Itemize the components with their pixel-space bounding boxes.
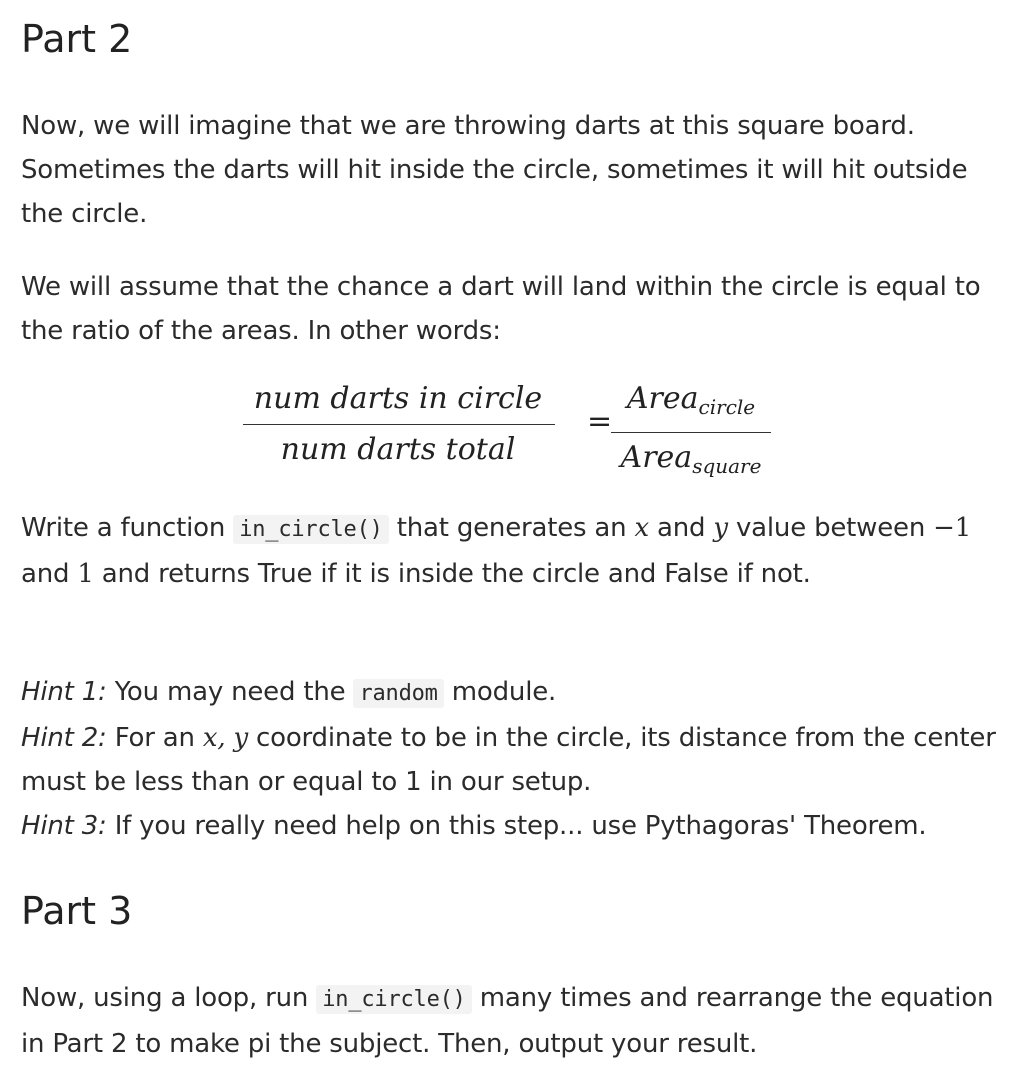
hint3-text: If you really need help on this step... use Pythagoras' Theorem. bbox=[106, 811, 927, 841]
equals-sign: = bbox=[587, 404, 613, 439]
math-y: y bbox=[713, 513, 728, 543]
in-circle-code-2: in_circle() bbox=[316, 985, 472, 1014]
darts-numerator: num darts in circle bbox=[253, 381, 543, 416]
hint1-label: Hint 1: bbox=[21, 677, 107, 707]
darts-fraction bbox=[241, 376, 555, 473]
area-numerator bbox=[611, 376, 771, 430]
hint1-text-pre: You may need the bbox=[106, 677, 354, 707]
task-text-1: Write a function bbox=[21, 513, 234, 543]
part3-paragraph bbox=[21, 976, 1011, 1066]
darts-denominator: num darts total bbox=[280, 432, 516, 467]
task-text-6: and returns True if it is inside the circle and False if not. bbox=[93, 559, 811, 589]
task-paragraph bbox=[21, 506, 1001, 596]
darts-fraction-bar bbox=[243, 424, 555, 425]
area-denominator bbox=[611, 435, 771, 489]
area-square-base: Area bbox=[620, 440, 693, 475]
part3-text-pre: Now, using a loop, run bbox=[21, 983, 317, 1013]
hints-paragraph bbox=[21, 670, 1011, 848]
part3-text-post: many times and rearrange the equation in Part 2 to make pi the subject. Then, output your result. bbox=[21, 983, 994, 1059]
math-neg-one: −1 bbox=[933, 513, 972, 543]
task-text-2: that generates an bbox=[388, 513, 635, 543]
math-one: 1 bbox=[77, 559, 94, 589]
math-xy: x, y bbox=[202, 723, 248, 753]
task-text-5: and bbox=[21, 559, 78, 589]
hint2-text-pre: For an bbox=[106, 723, 203, 753]
hint1-text-post: module. bbox=[443, 677, 557, 707]
area-circle-sub: circle bbox=[698, 395, 756, 419]
part3-heading: Part 3 bbox=[21, 889, 133, 933]
hint2-text-post: coordinate to be in the circle, its distance from the center must be less than or equal to 1 in our setup. bbox=[21, 723, 996, 797]
part2-intro-paragraph: Now, we will imagine that we are throwing darts at this square board. Sometimes the darts will hit inside the circle, sometimes it will hit outside the circle. bbox=[21, 111, 968, 229]
part2-heading: Part 2 bbox=[21, 17, 133, 61]
part2-ratio-paragraph: We will assume that the chance a dart will land within the circle is equal to the ratio of the areas. In other words: bbox=[21, 272, 981, 346]
task-text-4: value between bbox=[727, 513, 934, 543]
area-square-sub: square bbox=[692, 454, 762, 478]
hint2-label: Hint 2: bbox=[21, 723, 107, 753]
area-fraction-bar bbox=[611, 432, 771, 433]
math-x: x bbox=[634, 513, 649, 543]
task-text-3: and bbox=[648, 513, 714, 543]
hint3-label: Hint 3: bbox=[21, 811, 107, 841]
area-fraction bbox=[611, 376, 771, 489]
in-circle-code: in_circle() bbox=[233, 515, 389, 544]
area-circle-base: Area bbox=[626, 381, 699, 416]
random-code: random bbox=[353, 679, 443, 708]
ratio-equation bbox=[241, 376, 801, 476]
